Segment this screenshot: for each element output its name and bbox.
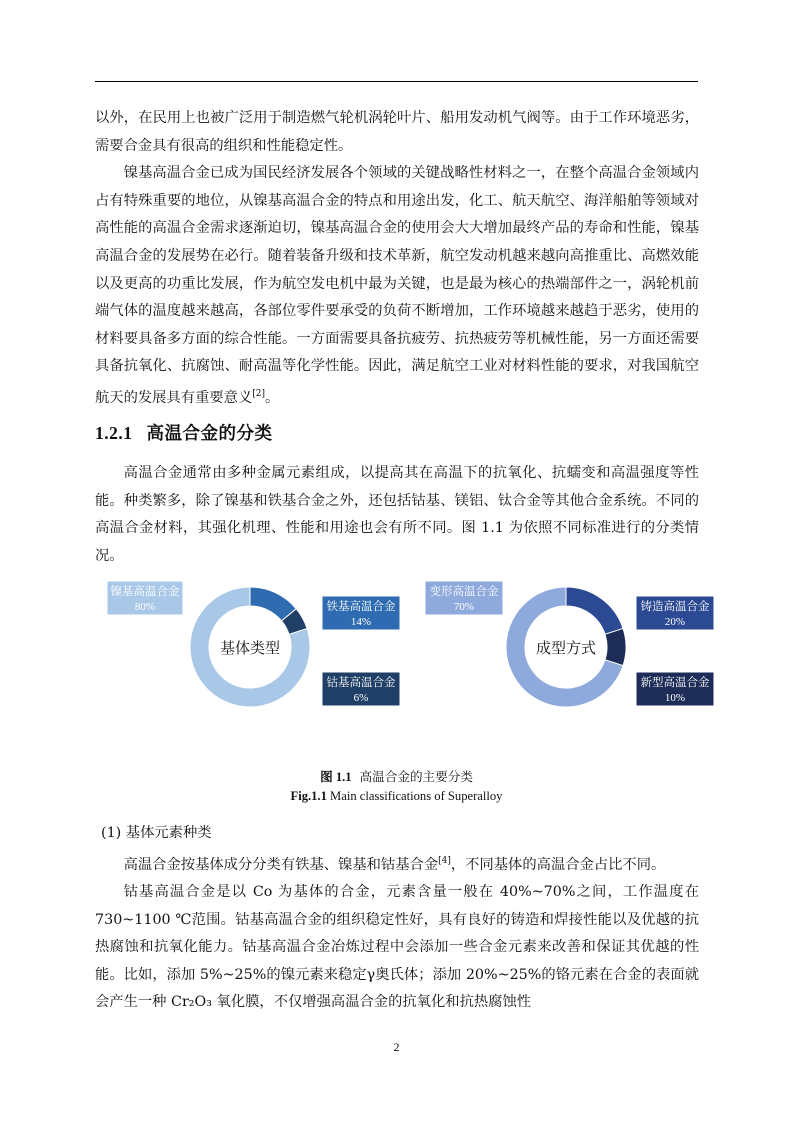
data-label-category: 新型高温合金 bbox=[640, 675, 710, 689]
data-label-category: 变形高温合金 bbox=[429, 584, 499, 598]
data-label-category: 铁基高温合金 bbox=[326, 599, 396, 613]
data-label-category: 钴基高温合金 bbox=[326, 675, 396, 689]
body-text-mid bbox=[95, 460, 699, 570]
citation-2: [2] bbox=[252, 388, 266, 399]
paragraph-5-text: 高温合金按基体成分分类有铁基、镍基和钴基合金 bbox=[123, 856, 439, 873]
data-label-percent: 70% bbox=[453, 601, 475, 613]
header-rule bbox=[95, 81, 698, 82]
section-heading bbox=[95, 420, 273, 445]
caption-cn bbox=[0, 766, 793, 785]
data-label-percent: 14% bbox=[350, 616, 372, 628]
donut-slice bbox=[566, 587, 623, 634]
caption-cn-label: 图 1.1 bbox=[320, 770, 352, 784]
citation-4: [4] bbox=[438, 855, 451, 866]
donut-center-label: 成型方式 bbox=[535, 639, 597, 657]
section-number: 1.2.1 bbox=[95, 423, 133, 443]
paragraph-2-end: 。 bbox=[265, 389, 280, 406]
data-label-percent: 10% bbox=[664, 692, 686, 704]
body-text-top bbox=[95, 105, 699, 412]
paragraph-3: 高温合金通常由多种金属元素组成，以提高其在高温下的抗氧化、抗蠕变和高温强度等性能。种类繁多，除了镍基和铁基合金之外，还包括钴基、镁铝、钛合金等其他合金系统。不同的高温合金材料，其强化机理、性能和用途也会有所不同。图 1.1 为依照不同标准进行的分类情况。 bbox=[95, 465, 699, 564]
data-label-category: 铸造高温合金 bbox=[640, 599, 710, 613]
page-number: 2 bbox=[393, 1040, 400, 1054]
caption-en-label: Fig.1.1 bbox=[290, 789, 327, 803]
donut-center-label: 基体类型 bbox=[219, 639, 281, 657]
paragraph-6: 钴基高温合金是以 Co 为基体的合金，元素含量一般在 40%~70%之间，工作温度在 730~1100 ℃范围。钴基高温合金的组织稳定性好，具有良好的铸造和焊接性能以及优越的抗热腐蚀和抗氧化能力。钴基高温合金冶炼过程中会添加一些合金元素来改善和保证其优越的性能。比如，添加 5%~25%的镍元素来稳定γ奥氏体；添加 20%~25%的铬元素在合金的表面就会产生一种 Cr₂O₃ 氧化膜，不仅增强高温合金的抗氧化和抗热腐蚀性 bbox=[95, 883, 699, 1011]
paragraph-5-end: ，不同基体的高温合金占比不同。 bbox=[450, 856, 666, 873]
paragraph-2 bbox=[95, 160, 699, 412]
classification-charts bbox=[0, 575, 793, 760]
data-label-percent: 80% bbox=[134, 601, 156, 613]
data-label-percent: 6% bbox=[353, 692, 369, 704]
donut-chart-1 bbox=[107, 581, 400, 707]
caption-en bbox=[0, 789, 793, 804]
donut-chart-2 bbox=[425, 581, 714, 707]
paragraph-2-text: 镍基高温合金已成为国民经济发展各个领域的关键战略性材料之一，在整个高温合金领域内占有特殊重要的地位，从镍基高温合金的特点和用途出发，化工、航天航空、海洋船舶等领域对高性能的高温合金需求逐渐迫切，镍基高温合金的使用会大大增加最终产品的寿命和性能，镍基高温合金的发展势在必行。随着装备升级和技术革新，航空发动机越来越向高推重比、高燃效能以及更高的功重比发展，作为航空发电机中最为关键，也是最为核心的热端部件之一，涡轮机前端气体的温度越来越高，各部位零件要承受的负荷不断增加，工作环境越来越趋于恶劣，使用的材料要具备多方面的综合性能。一方面需要具备抗疲劳、抗热疲劳等机械性能，另一方面还需要具备抗氧化、抗腐蚀、耐高温等化学性能。因此，满足航空工业对材料性能的要求，对我国航空航天的发展具有重要意义 bbox=[95, 165, 699, 406]
list-label-1: (1) 基体元素种类 bbox=[101, 825, 212, 841]
donut-slice bbox=[605, 628, 626, 665]
paragraph-1: 以外，在民用上也被广泛用于制造燃气轮机涡轮叶片、船用发动机气阀等。由于工作环境恶劣，需要合金具有很高的组织和性能稳定性。 bbox=[95, 110, 699, 154]
data-label-category: 镍基高温合金 bbox=[110, 584, 180, 598]
section-title: 高温合金的分类 bbox=[146, 424, 273, 444]
data-label-percent: 20% bbox=[664, 616, 686, 628]
caption-en-text: Main classifications of Superalloy bbox=[330, 789, 503, 803]
caption-cn-text: 高温合金的主要分类 bbox=[359, 769, 473, 784]
body-text-bottom bbox=[95, 820, 699, 1017]
paragraph-5 bbox=[95, 848, 699, 879]
